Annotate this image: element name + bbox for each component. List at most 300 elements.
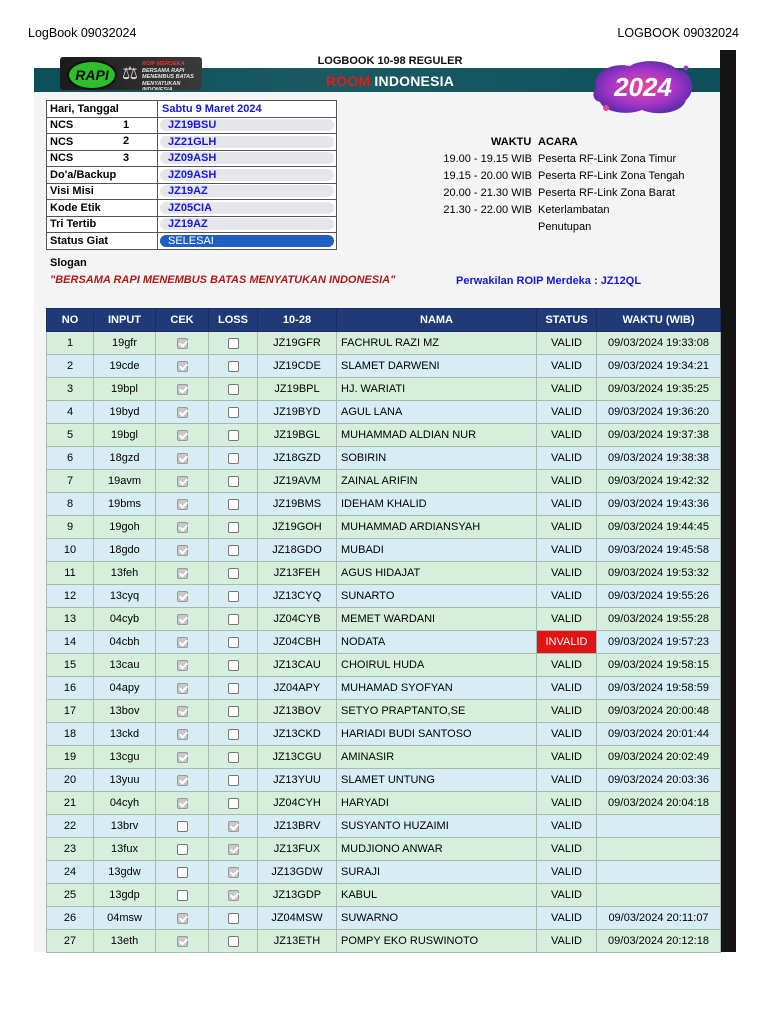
schedule-time: 19.15 - 20.00 WIB bbox=[443, 170, 532, 182]
column-header: WAKTU (WIB) bbox=[597, 309, 721, 332]
table-row bbox=[47, 907, 721, 930]
info-row bbox=[47, 101, 337, 118]
row-time: 09/03/2024 19:53:32 bbox=[597, 562, 721, 585]
row-number: 23 bbox=[47, 838, 94, 861]
logo-caption-line: MENYATUKAN INDONESIA bbox=[142, 80, 181, 90]
cek-checkbox[interactable] bbox=[177, 821, 188, 832]
row-callsign: JZ19GFR bbox=[258, 332, 337, 355]
row-cek bbox=[156, 355, 209, 378]
row-time: 09/03/2024 19:58:15 bbox=[597, 654, 721, 677]
loss-checkbox[interactable] bbox=[228, 384, 239, 395]
row-input: 19bpl bbox=[94, 378, 156, 401]
row-status: VALID bbox=[537, 838, 597, 861]
row-status: VALID bbox=[537, 746, 597, 769]
loss-checkbox[interactable] bbox=[228, 706, 239, 717]
row-status: VALID bbox=[537, 401, 597, 424]
table-row bbox=[47, 815, 721, 838]
row-status: VALID bbox=[537, 907, 597, 930]
row-name: SLAMET DARWENI bbox=[337, 355, 537, 378]
column-header: NAMA bbox=[337, 309, 537, 332]
info-row bbox=[47, 117, 337, 134]
loss-checkbox[interactable] bbox=[228, 476, 239, 487]
cek-checkbox-checked[interactable] bbox=[177, 476, 188, 487]
loss-checkbox[interactable] bbox=[228, 407, 239, 418]
loss-checkbox-checked[interactable] bbox=[228, 890, 239, 901]
badge-year-text: 2024 bbox=[614, 72, 672, 102]
row-callsign: JZ13GDW bbox=[258, 861, 337, 884]
loss-checkbox[interactable] bbox=[228, 936, 239, 947]
row-loss bbox=[209, 608, 258, 631]
row-input: 19cde bbox=[94, 355, 156, 378]
cek-checkbox-checked[interactable] bbox=[177, 913, 188, 924]
row-name: ZAINAL ARIFIN bbox=[337, 470, 537, 493]
row-loss bbox=[209, 378, 258, 401]
row-callsign: JZ04CYH bbox=[258, 792, 337, 815]
table-row bbox=[47, 746, 721, 769]
row-callsign: JZ13FUX bbox=[258, 838, 337, 861]
loss-checkbox[interactable] bbox=[228, 660, 239, 671]
info-row bbox=[47, 216, 337, 233]
row-cek bbox=[156, 332, 209, 355]
row-callsign: JZ19AVM bbox=[258, 470, 337, 493]
info-row bbox=[47, 233, 337, 250]
row-name: AGUS HIDAJAT bbox=[337, 562, 537, 585]
info-label-text: NCS bbox=[50, 135, 74, 148]
row-cek bbox=[156, 493, 209, 516]
row-number: 16 bbox=[47, 677, 94, 700]
row-callsign: JZ18GZD bbox=[258, 447, 337, 470]
row-name: POMPY EKO RUSWINOTO bbox=[337, 930, 537, 953]
logo-caption-line: MENEMBUS BATAS bbox=[142, 74, 194, 80]
year-2024-badge bbox=[590, 58, 696, 116]
info-label-number: 3 bbox=[123, 151, 130, 164]
info-value bbox=[158, 117, 337, 134]
row-cek bbox=[156, 930, 209, 953]
row-loss bbox=[209, 723, 258, 746]
cek-checkbox-checked[interactable] bbox=[177, 660, 188, 671]
table-row bbox=[47, 516, 721, 539]
row-input: 18gdo bbox=[94, 539, 156, 562]
table-row bbox=[47, 585, 721, 608]
table-row bbox=[47, 723, 721, 746]
row-loss bbox=[209, 769, 258, 792]
row-name: NODATA bbox=[337, 631, 537, 654]
row-cek bbox=[156, 723, 209, 746]
row-input: 13gdp bbox=[94, 884, 156, 907]
row-status: VALID bbox=[537, 700, 597, 723]
cek-checkbox-checked[interactable] bbox=[177, 568, 188, 579]
info-label bbox=[47, 200, 158, 217]
info-value bbox=[158, 233, 337, 250]
loss-checkbox[interactable] bbox=[228, 637, 239, 648]
loss-checkbox[interactable] bbox=[228, 683, 239, 694]
loss-checkbox[interactable] bbox=[228, 614, 239, 625]
rapi-logo-mark: RAPI bbox=[67, 60, 117, 90]
row-cek bbox=[156, 746, 209, 769]
row-status: VALID bbox=[537, 447, 597, 470]
info-value bbox=[158, 183, 337, 200]
table-row bbox=[47, 493, 721, 516]
row-status: VALID bbox=[537, 585, 597, 608]
table-row bbox=[47, 700, 721, 723]
info-label-text: Tri Tertib bbox=[50, 218, 97, 231]
row-callsign: JZ13YUU bbox=[258, 769, 337, 792]
row-cek bbox=[156, 401, 209, 424]
row-time: 09/03/2024 19:35:25 bbox=[597, 378, 721, 401]
row-number: 5 bbox=[47, 424, 94, 447]
row-callsign: JZ04CYB bbox=[258, 608, 337, 631]
row-cek bbox=[156, 516, 209, 539]
row-name: SUSYANTO HUZAIMI bbox=[337, 815, 537, 838]
loss-checkbox[interactable] bbox=[228, 430, 239, 441]
table-row bbox=[47, 930, 721, 953]
row-loss bbox=[209, 401, 258, 424]
cek-checkbox-checked[interactable] bbox=[177, 729, 188, 740]
info-value bbox=[158, 200, 337, 217]
eagle-emblem-icon: ⚖ bbox=[121, 62, 139, 83]
row-time: 09/03/2024 19:43:36 bbox=[597, 493, 721, 516]
table-row bbox=[47, 539, 721, 562]
cek-checkbox-checked[interactable] bbox=[177, 384, 188, 395]
row-input: 18gzd bbox=[94, 447, 156, 470]
schedule-time: 19.00 - 19.15 WIB bbox=[443, 153, 532, 165]
info-row bbox=[47, 183, 337, 200]
row-status: VALID bbox=[537, 861, 597, 884]
loss-checkbox-checked[interactable] bbox=[228, 867, 239, 878]
row-number: 14 bbox=[47, 631, 94, 654]
row-status: VALID bbox=[537, 815, 597, 838]
row-cek bbox=[156, 631, 209, 654]
row-time bbox=[597, 838, 721, 861]
row-callsign: JZ13CGU bbox=[258, 746, 337, 769]
info-label-text: Do'a/Backup bbox=[50, 168, 117, 181]
table-row bbox=[47, 654, 721, 677]
row-callsign: JZ13FEH bbox=[258, 562, 337, 585]
row-status: VALID bbox=[537, 723, 597, 746]
row-status: VALID bbox=[537, 470, 597, 493]
info-row bbox=[47, 200, 337, 217]
row-input: 19gfr bbox=[94, 332, 156, 355]
cek-checkbox-checked[interactable] bbox=[177, 752, 188, 763]
loss-checkbox[interactable] bbox=[228, 775, 239, 786]
row-number: 11 bbox=[47, 562, 94, 585]
row-loss bbox=[209, 930, 258, 953]
callsign-pill: JZ19AZ bbox=[160, 218, 334, 230]
participant-table bbox=[46, 308, 721, 953]
loss-checkbox[interactable] bbox=[228, 522, 239, 533]
row-input: 04cyb bbox=[94, 608, 156, 631]
row-input: 13feh bbox=[94, 562, 156, 585]
row-number: 26 bbox=[47, 907, 94, 930]
cek-checkbox-checked[interactable] bbox=[177, 407, 188, 418]
row-cek bbox=[156, 608, 209, 631]
cek-checkbox-checked[interactable] bbox=[177, 936, 188, 947]
row-loss bbox=[209, 838, 258, 861]
table-row bbox=[47, 355, 721, 378]
row-name: HARYADI bbox=[337, 792, 537, 815]
row-name: SOBIRIN bbox=[337, 447, 537, 470]
cek-checkbox-checked[interactable] bbox=[177, 637, 188, 648]
cek-checkbox-checked[interactable] bbox=[177, 545, 188, 556]
table-row bbox=[47, 677, 721, 700]
row-time: 09/03/2024 19:55:28 bbox=[597, 608, 721, 631]
row-input: 19bms bbox=[94, 493, 156, 516]
row-input: 13yuu bbox=[94, 769, 156, 792]
row-number: 17 bbox=[47, 700, 94, 723]
row-number: 18 bbox=[47, 723, 94, 746]
row-number: 6 bbox=[47, 447, 94, 470]
row-number: 20 bbox=[47, 769, 94, 792]
info-label-text: Visi Misi bbox=[50, 185, 94, 198]
row-input: 13fux bbox=[94, 838, 156, 861]
row-number: 7 bbox=[47, 470, 94, 493]
row-input: 13brv bbox=[94, 815, 156, 838]
row-input: 19goh bbox=[94, 516, 156, 539]
row-name: MUHAMMAD ALDIAN NUR bbox=[337, 424, 537, 447]
schedule-header-event: ACARA bbox=[538, 136, 578, 148]
loss-checkbox[interactable] bbox=[228, 798, 239, 809]
row-cek bbox=[156, 838, 209, 861]
callsign-pill: JZ09ASH bbox=[160, 152, 334, 164]
row-name: MUHAMAD SYOFYAN bbox=[337, 677, 537, 700]
row-loss bbox=[209, 332, 258, 355]
row-name: IDEHAM KHALID bbox=[337, 493, 537, 516]
row-callsign: JZ04CBH bbox=[258, 631, 337, 654]
table-row bbox=[47, 447, 721, 470]
row-callsign: JZ19BGL bbox=[258, 424, 337, 447]
row-loss bbox=[209, 562, 258, 585]
row-input: 19byd bbox=[94, 401, 156, 424]
row-number: 15 bbox=[47, 654, 94, 677]
loss-checkbox[interactable] bbox=[228, 499, 239, 510]
page-title-left: LogBook 09032024 bbox=[28, 26, 137, 40]
cek-checkbox-checked[interactable] bbox=[177, 338, 188, 349]
row-time bbox=[597, 861, 721, 884]
row-input: 13eth bbox=[94, 930, 156, 953]
schedule-time: 21.30 - 22.00 WIB bbox=[443, 204, 532, 216]
loss-checkbox[interactable] bbox=[228, 338, 239, 349]
cek-checkbox-checked[interactable] bbox=[177, 361, 188, 372]
info-value bbox=[158, 216, 337, 233]
cek-checkbox-checked[interactable] bbox=[177, 775, 188, 786]
row-time: 09/03/2024 20:03:36 bbox=[597, 769, 721, 792]
cek-checkbox-checked[interactable] bbox=[177, 522, 188, 533]
row-cek bbox=[156, 424, 209, 447]
callsign-pill: JZ09ASH bbox=[160, 169, 334, 181]
row-callsign: JZ13CYQ bbox=[258, 585, 337, 608]
loss-checkbox[interactable] bbox=[228, 591, 239, 602]
callsign-pill: JZ21GLH bbox=[160, 136, 334, 148]
row-time bbox=[597, 815, 721, 838]
row-loss bbox=[209, 424, 258, 447]
row-time bbox=[597, 884, 721, 907]
row-input: 19avm bbox=[94, 470, 156, 493]
row-status: VALID bbox=[537, 516, 597, 539]
info-label bbox=[47, 183, 158, 200]
row-time: 09/03/2024 19:34:21 bbox=[597, 355, 721, 378]
info-label-text: Kode Etik bbox=[50, 201, 101, 214]
row-input: 04cyh bbox=[94, 792, 156, 815]
info-label bbox=[47, 216, 158, 233]
table-row bbox=[47, 608, 721, 631]
row-loss bbox=[209, 677, 258, 700]
logo-caption-line: ROIP MERDEKA bbox=[142, 61, 185, 67]
row-time: 09/03/2024 20:02:49 bbox=[597, 746, 721, 769]
row-time: 09/03/2024 19:42:32 bbox=[597, 470, 721, 493]
row-number: 1 bbox=[47, 332, 94, 355]
row-time: 09/03/2024 19:33:08 bbox=[597, 332, 721, 355]
row-status: VALID bbox=[537, 677, 597, 700]
room-word: ROOM bbox=[325, 73, 371, 89]
row-input: 19bgl bbox=[94, 424, 156, 447]
row-input: 04msw bbox=[94, 907, 156, 930]
info-label bbox=[47, 134, 158, 151]
sheet-right-border bbox=[720, 50, 736, 952]
cek-checkbox-checked[interactable] bbox=[177, 614, 188, 625]
row-callsign: JZ04APY bbox=[258, 677, 337, 700]
schedule-header-time: WAKTU bbox=[491, 136, 532, 148]
row-time: 09/03/2024 19:36:20 bbox=[597, 401, 721, 424]
row-callsign: JZ13ETH bbox=[258, 930, 337, 953]
callsign-pill: JZ19AZ bbox=[160, 185, 334, 197]
row-callsign: JZ19BPL bbox=[258, 378, 337, 401]
row-name: SLAMET UNTUNG bbox=[337, 769, 537, 792]
row-number: 4 bbox=[47, 401, 94, 424]
row-number: 12 bbox=[47, 585, 94, 608]
row-name: MEMET WARDANI bbox=[337, 608, 537, 631]
info-label-text: NCS bbox=[50, 119, 74, 132]
loss-checkbox[interactable] bbox=[228, 913, 239, 924]
row-cek bbox=[156, 677, 209, 700]
cek-checkbox[interactable] bbox=[177, 844, 188, 855]
row-time: 09/03/2024 19:55:26 bbox=[597, 585, 721, 608]
cek-checkbox-checked[interactable] bbox=[177, 453, 188, 464]
row-cek bbox=[156, 654, 209, 677]
row-number: 2 bbox=[47, 355, 94, 378]
info-label-text: NCS bbox=[50, 152, 74, 165]
info-value bbox=[158, 134, 337, 151]
loss-checkbox[interactable] bbox=[228, 361, 239, 372]
row-loss bbox=[209, 815, 258, 838]
row-name: CHOIRUL HUDA bbox=[337, 654, 537, 677]
cek-checkbox-checked[interactable] bbox=[177, 499, 188, 510]
row-name: SETYO PRAPTANTO,SE bbox=[337, 700, 537, 723]
column-header: LOSS bbox=[209, 309, 258, 332]
row-callsign: JZ19BYD bbox=[258, 401, 337, 424]
row-name: MUBADI bbox=[337, 539, 537, 562]
row-cek bbox=[156, 585, 209, 608]
row-input: 13ckd bbox=[94, 723, 156, 746]
row-status: VALID bbox=[537, 792, 597, 815]
row-cek bbox=[156, 562, 209, 585]
schedule-event: Peserta RF-Link Zona Timur bbox=[538, 153, 677, 165]
row-time: 09/03/2024 19:58:59 bbox=[597, 677, 721, 700]
row-cek bbox=[156, 539, 209, 562]
row-cek bbox=[156, 470, 209, 493]
cek-checkbox[interactable] bbox=[177, 890, 188, 901]
row-status: VALID bbox=[537, 930, 597, 953]
row-time: 09/03/2024 19:37:38 bbox=[597, 424, 721, 447]
country-word: INDONESIA bbox=[374, 73, 455, 89]
info-value bbox=[158, 167, 337, 184]
info-row bbox=[47, 167, 337, 184]
loss-checkbox-checked[interactable] bbox=[228, 844, 239, 855]
table-row bbox=[47, 631, 721, 654]
schedule-event: Peserta RF-Link Zona Tengah bbox=[538, 170, 685, 182]
loss-checkbox[interactable] bbox=[228, 568, 239, 579]
row-input: 04apy bbox=[94, 677, 156, 700]
row-callsign: JZ19BMS bbox=[258, 493, 337, 516]
info-value bbox=[158, 101, 337, 118]
column-header: CEK bbox=[156, 309, 209, 332]
row-status: VALID bbox=[537, 332, 597, 355]
rapi-logo bbox=[60, 57, 202, 90]
slogan-text: "BERSAMA RAPI MENEMBUS BATAS MENYATUKAN INDONESIA" bbox=[50, 274, 396, 286]
session-info-table bbox=[46, 100, 337, 250]
table-row bbox=[47, 401, 721, 424]
row-cek bbox=[156, 792, 209, 815]
cek-checkbox-checked[interactable] bbox=[177, 430, 188, 441]
column-header: 10-28 bbox=[258, 309, 337, 332]
cek-checkbox[interactable] bbox=[177, 867, 188, 878]
row-time: 09/03/2024 20:01:44 bbox=[597, 723, 721, 746]
row-loss bbox=[209, 907, 258, 930]
row-loss bbox=[209, 355, 258, 378]
info-label-text: Status Giat bbox=[50, 234, 109, 247]
row-callsign: JZ04MSW bbox=[258, 907, 337, 930]
info-label bbox=[47, 150, 158, 167]
row-status: VALID bbox=[537, 493, 597, 516]
row-time: 09/03/2024 20:04:18 bbox=[597, 792, 721, 815]
row-name: FACHRUL RAZI MZ bbox=[337, 332, 537, 355]
info-label-text: Hari, Tanggal bbox=[50, 102, 119, 115]
row-loss bbox=[209, 792, 258, 815]
row-callsign: JZ13CKD bbox=[258, 723, 337, 746]
row-cek bbox=[156, 884, 209, 907]
row-loss bbox=[209, 447, 258, 470]
loss-checkbox[interactable] bbox=[228, 453, 239, 464]
page-title-right: LOGBOOK 09032024 bbox=[617, 26, 739, 40]
loss-checkbox[interactable] bbox=[228, 752, 239, 763]
row-callsign: JZ13BOV bbox=[258, 700, 337, 723]
row-number: 10 bbox=[47, 539, 94, 562]
callsign-pill: JZ19BSU bbox=[160, 119, 334, 131]
row-loss bbox=[209, 884, 258, 907]
row-input: 04cbh bbox=[94, 631, 156, 654]
loss-checkbox[interactable] bbox=[228, 545, 239, 556]
row-input: 13bov bbox=[94, 700, 156, 723]
row-loss bbox=[209, 631, 258, 654]
row-status: INVALID bbox=[537, 631, 597, 654]
cek-checkbox-checked[interactable] bbox=[177, 591, 188, 602]
loss-checkbox[interactable] bbox=[228, 729, 239, 740]
info-value bbox=[158, 150, 337, 167]
callsign-pill: JZ05CIA bbox=[160, 202, 334, 214]
column-header: NO bbox=[47, 309, 94, 332]
row-number: 25 bbox=[47, 884, 94, 907]
cek-checkbox-checked[interactable] bbox=[177, 683, 188, 694]
loss-checkbox-checked[interactable] bbox=[228, 821, 239, 832]
row-loss bbox=[209, 493, 258, 516]
cek-checkbox-checked[interactable] bbox=[177, 706, 188, 717]
table-row bbox=[47, 769, 721, 792]
row-time: 09/03/2024 19:38:38 bbox=[597, 447, 721, 470]
row-number: 22 bbox=[47, 815, 94, 838]
cek-checkbox-checked[interactable] bbox=[177, 798, 188, 809]
schedule-event: Penutupan bbox=[538, 221, 592, 233]
row-cek bbox=[156, 907, 209, 930]
status-giat-pill: SELESAI bbox=[160, 235, 334, 247]
